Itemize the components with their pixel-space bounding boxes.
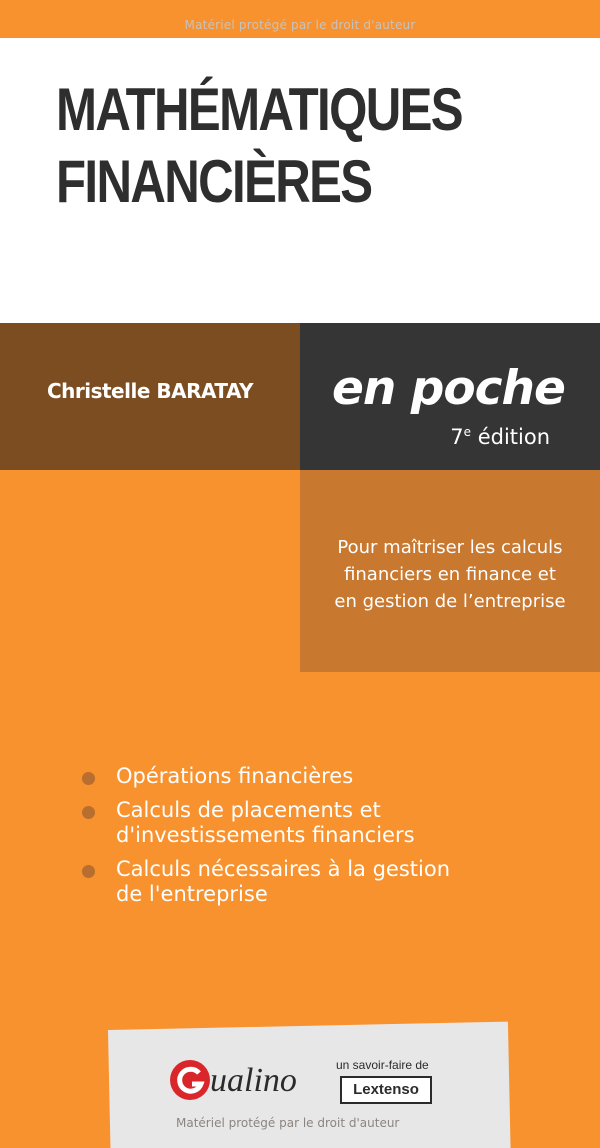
publisher-wordmark: ualino: [210, 1062, 297, 1099]
list-item: [78, 764, 558, 789]
author-band: [0, 323, 300, 470]
publisher-group: Lextenso: [340, 1076, 432, 1104]
tagline-band: [300, 470, 600, 672]
list-item-line: Opérations financières: [116, 764, 354, 788]
copyright-notice-bottom: Matériel protégé par le droit d'auteur: [176, 1116, 400, 1130]
edition-label: [450, 425, 550, 449]
gualino-g-icon: [168, 1058, 212, 1102]
tagline: [300, 534, 600, 615]
copyright-notice-top: Matériel protégé par le droit d'auteur: [184, 18, 416, 32]
series-name: en poche: [332, 361, 565, 416]
edition-suffix: e: [463, 425, 471, 439]
list-item-line: Calculs de placements et: [116, 798, 381, 822]
edition-word: édition: [477, 425, 550, 449]
bullet-dot-icon: [82, 806, 95, 819]
tagline-line-1: Pour maîtriser les calculs: [337, 537, 563, 558]
publisher-tagline: un savoir-faire de: [336, 1058, 429, 1072]
bullet-dot-icon: [82, 865, 95, 878]
title-line-2: FINANCIÈRES: [56, 148, 372, 215]
list-item: [78, 798, 558, 848]
author-name: Christelle BARATAY: [46, 379, 254, 403]
feature-list: [78, 764, 558, 916]
book-title: [56, 74, 462, 218]
edition-number: 7: [450, 425, 464, 449]
list-item-line: Calculs nécessaires à la gestion: [116, 857, 451, 881]
publisher-logo: [168, 1058, 448, 1108]
list-item: [78, 857, 558, 907]
list-item-line: de l'entreprise: [116, 882, 268, 906]
title-line-1: MATHÉMATIQUES: [56, 76, 462, 143]
series-band: [300, 323, 600, 470]
tagline-line-3: en gestion de l’entreprise: [334, 591, 566, 612]
list-item-line: d'investissements financiers: [116, 823, 415, 847]
tagline-line-2: financiers en finance et: [344, 564, 556, 585]
bullet-dot-icon: [82, 772, 95, 785]
